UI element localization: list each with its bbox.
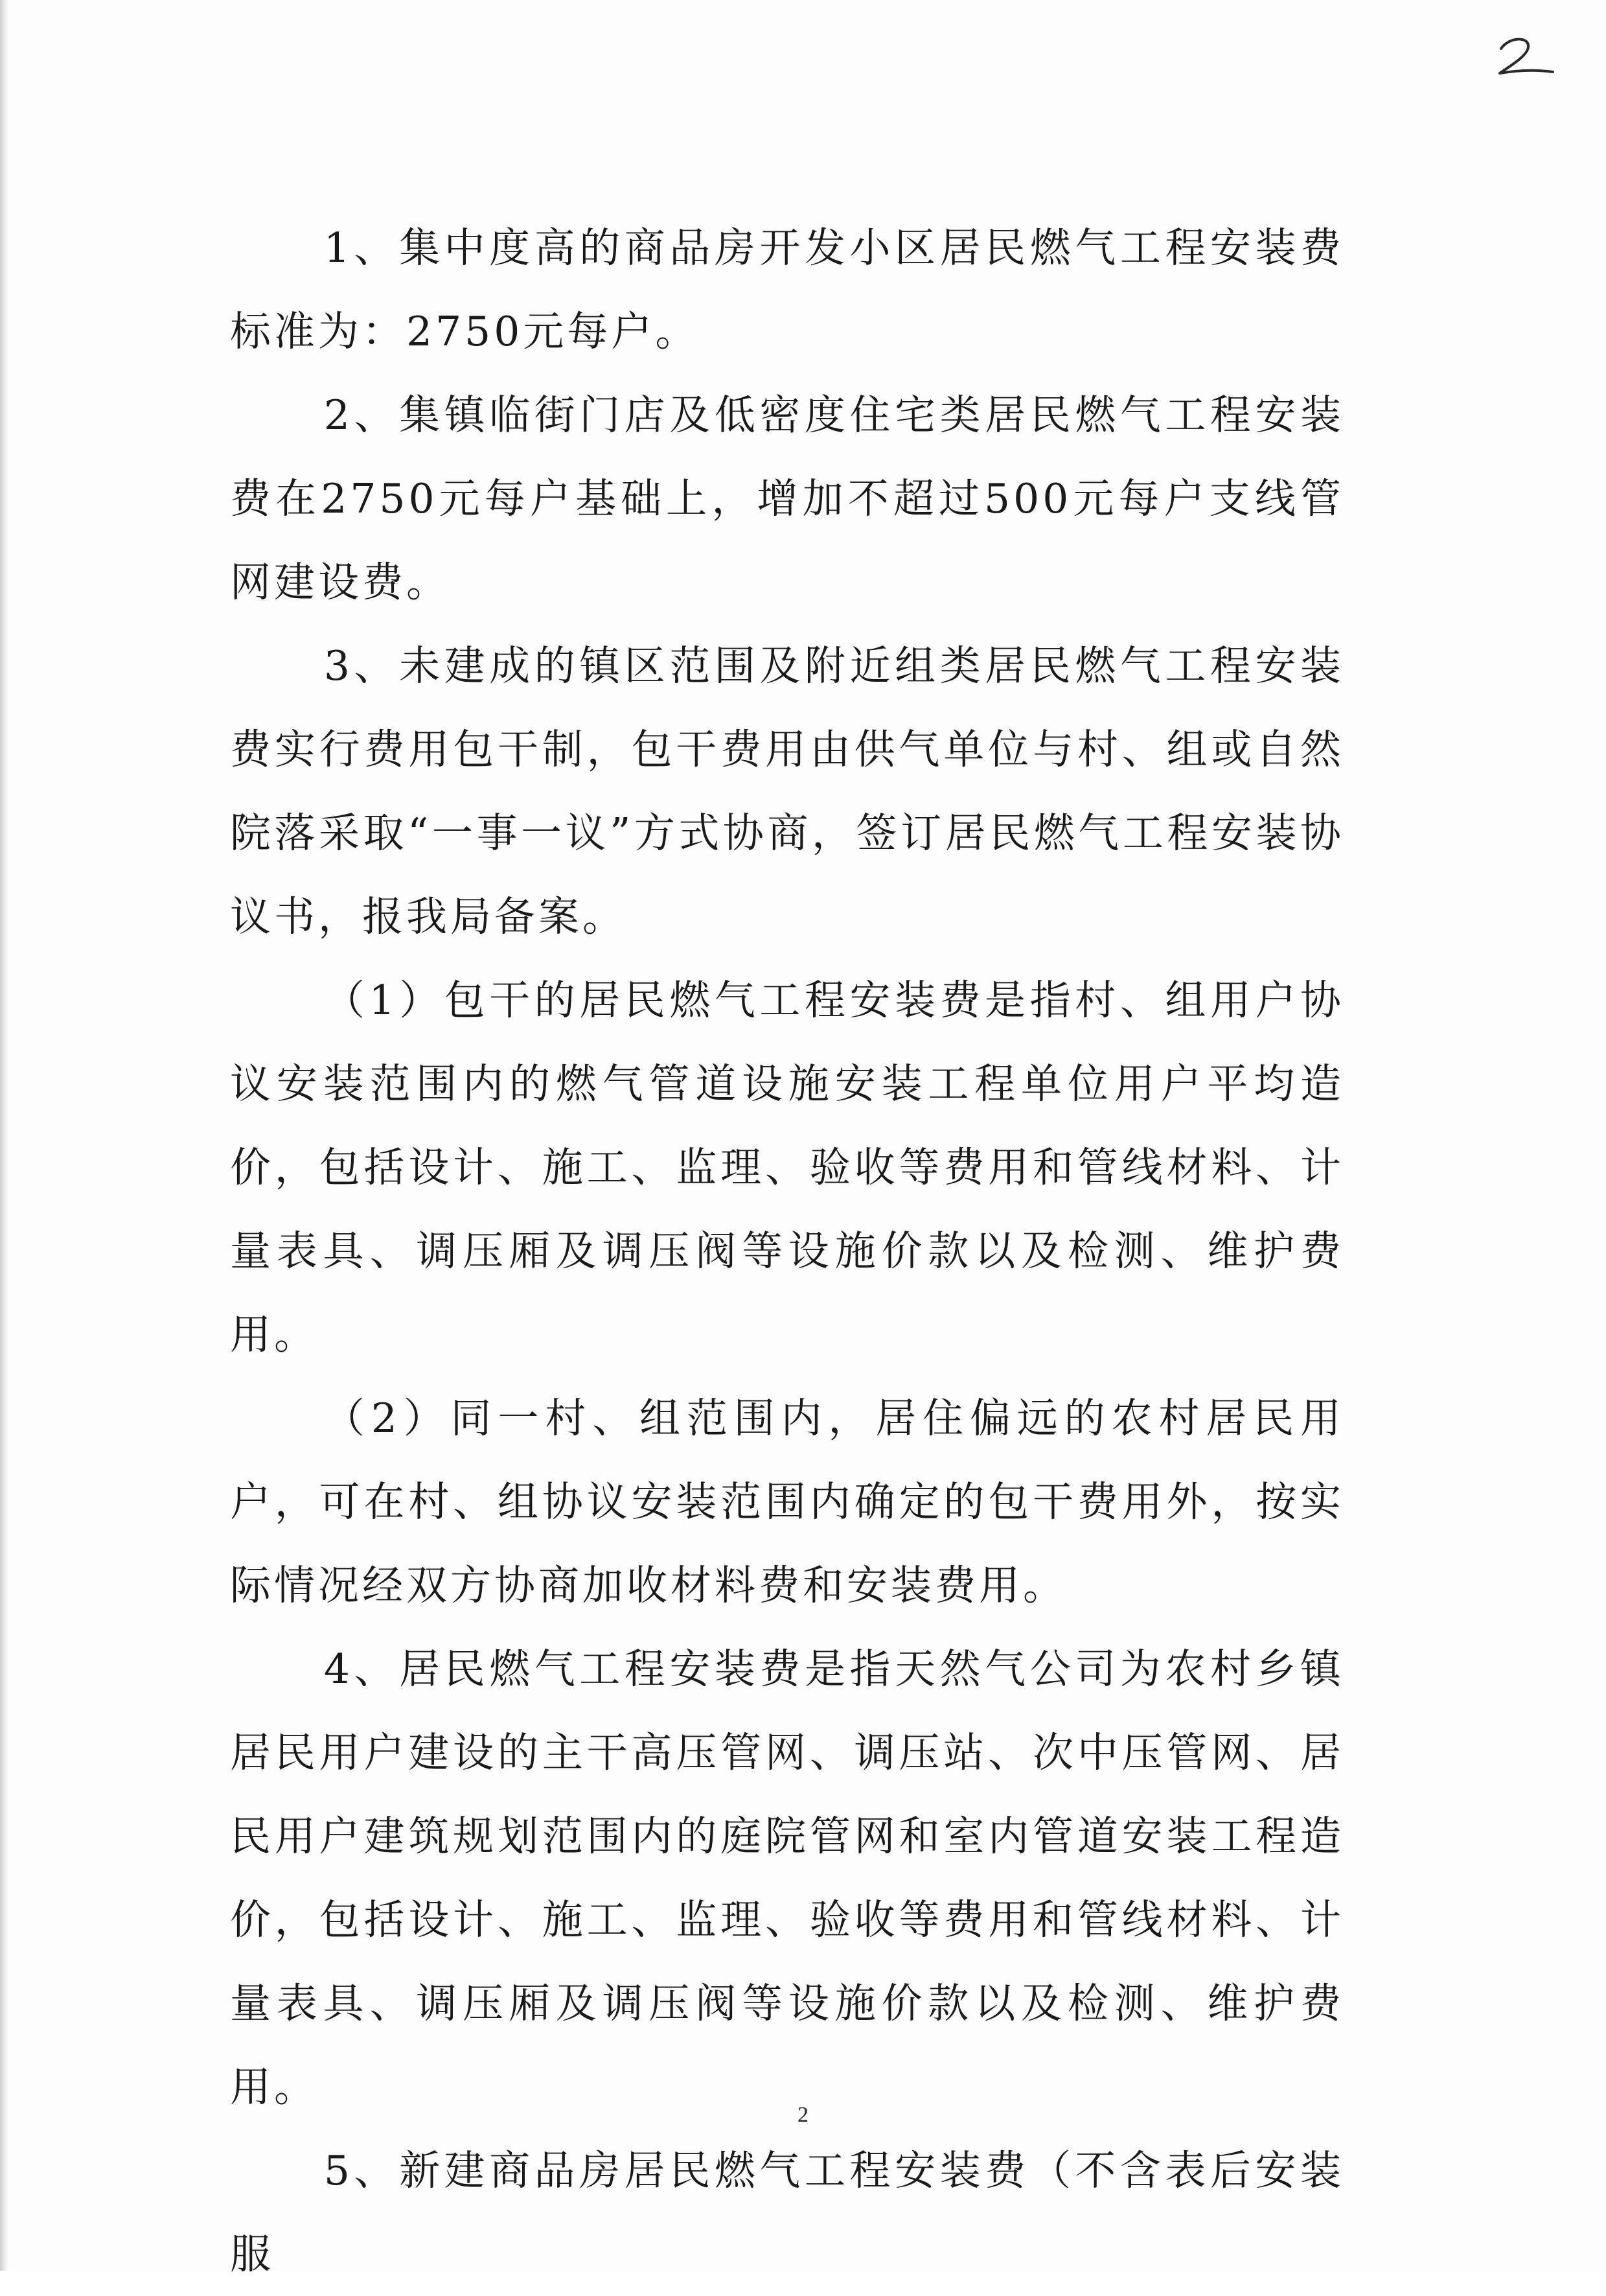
scan-edge-shadow <box>0 0 9 2271</box>
paragraph-subitem-2: （2）同一村、组范围内，居住偏远的农村居民用户，可在村、组协议安装范围内确定的包干费用外，按实际情况经双方协商加收材料费和安装费用。 <box>230 1395 1344 1609</box>
page-number: 2 <box>797 2103 809 2127</box>
paragraph-item-1: 1、集中度高的商品房开发小区居民燃气工程安装费标准为：2750元每户。 <box>230 224 1344 355</box>
paragraph-subitem-1: （1）包干的居民燃气工程安装费是指村、组用户协议安装范围内的燃气管道设施安装工程单位用户平均造价，包括设计、施工、监理、验收等费用和管线材料、计量表具、调压厢及调压阀等设施价款以及检测、维护费用。 <box>230 977 1344 1358</box>
paragraph-item-5: 5、新建商品房居民燃气工程安装费（不含表后安装服 <box>230 2147 1344 2278</box>
paragraph-item-3: 3、未建成的镇区范围及附近组类居民燃气工程安装费实行费用包干制，包干费用由供气单位与村、组或自然院落采取“一事一议”方式协商，签订居民燃气工程安装协议书，报我局备案。 <box>230 642 1344 940</box>
paragraph-item-4: 4、居民燃气工程安装费是指天然气公司为农村乡镇居民用户建设的主干高压管网、调压站、次中压管网、居民用户建筑规划范围内的庭院管网和室内管道安装工程造价，包括设计、施工、监理、验收等费用和管线材料、计量表具、调压厢及调压阀等设施价款以及检测、维护费用。 <box>230 1645 1344 2111</box>
document-body <box>230 206 1344 2296</box>
paragraph-item-2: 2、集镇临街门店及低密度住宅类居民燃气工程安装费在2750元每户基础上，增加不超过500元每户支线管网建设费。 <box>230 391 1344 606</box>
handwritten-page-mark <box>1489 29 1561 81</box>
